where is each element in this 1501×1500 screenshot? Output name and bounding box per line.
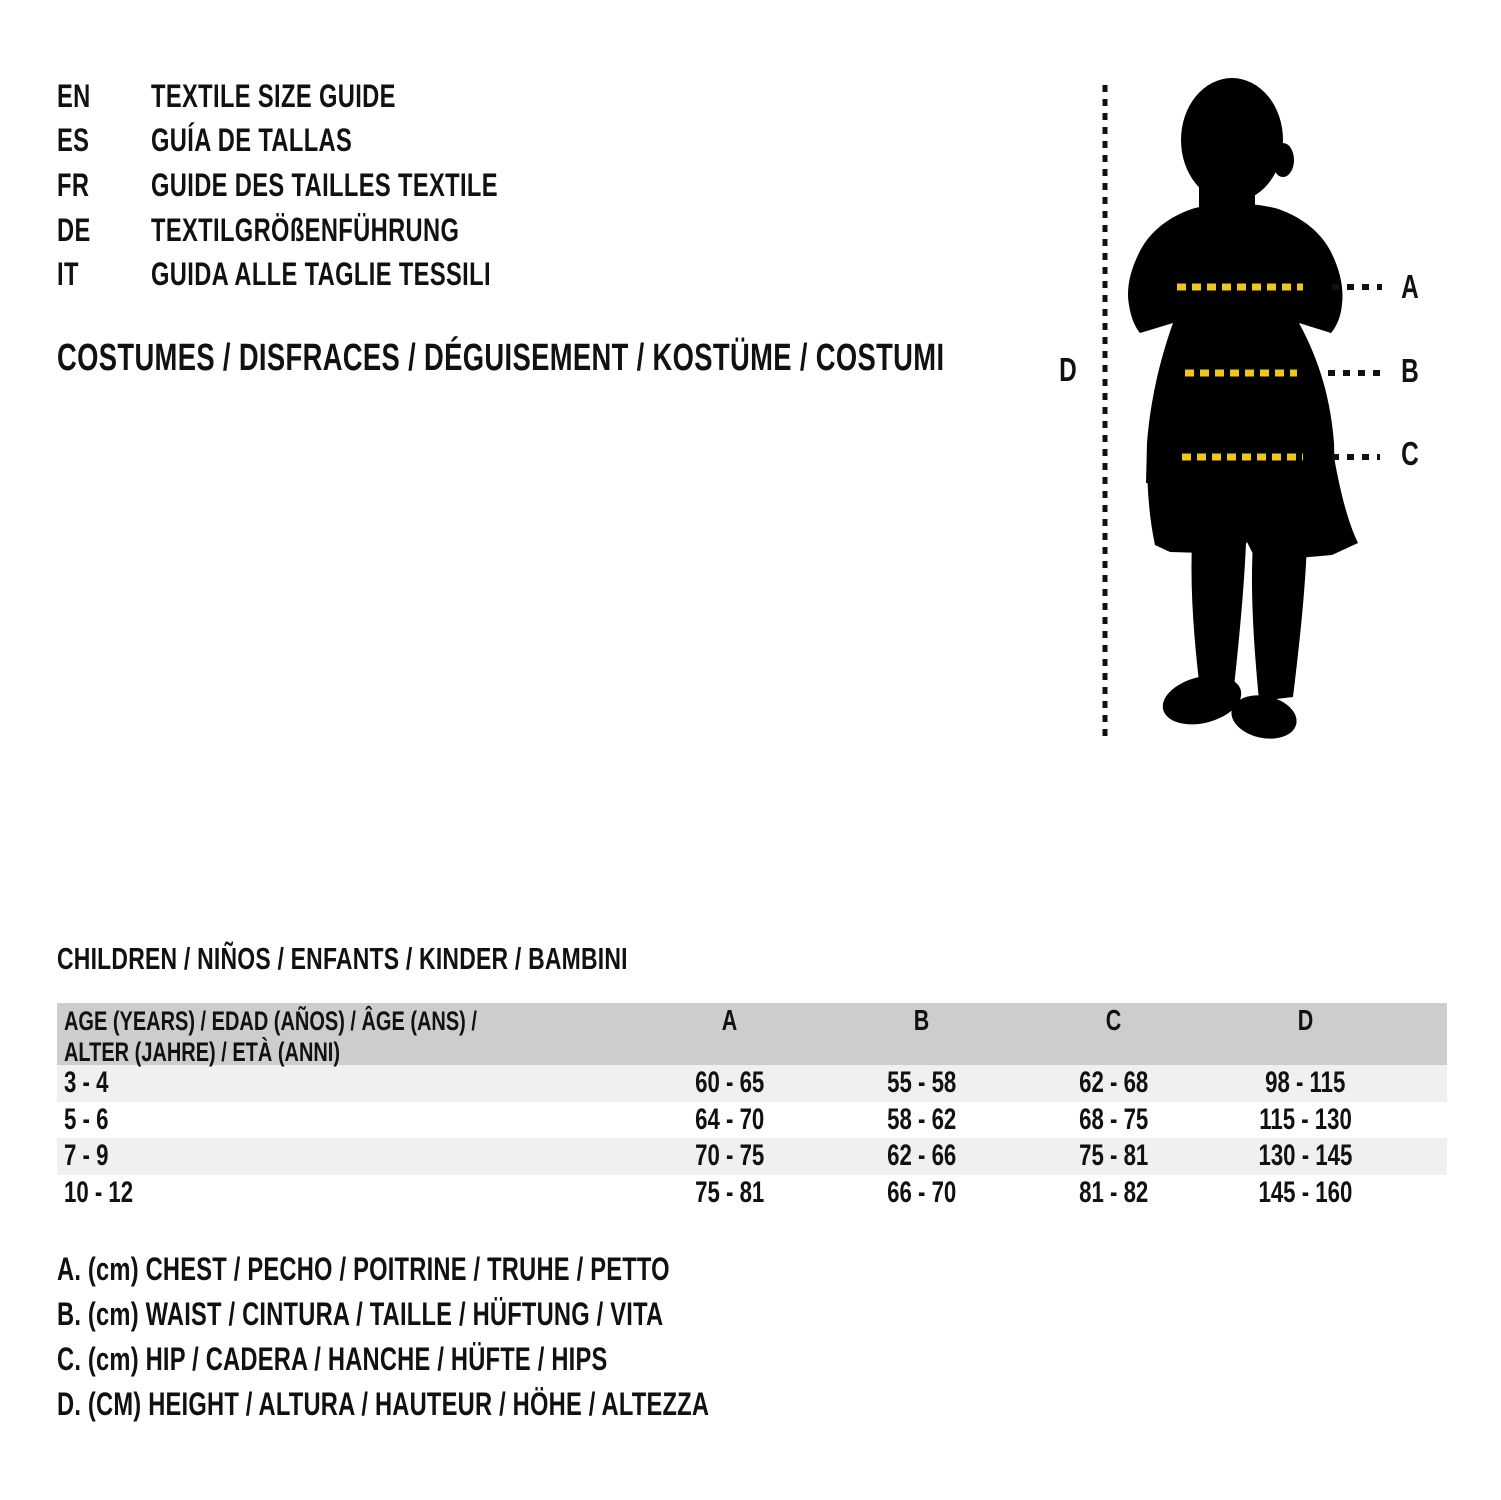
category-title: COSTUMES / DISFRACES / DÉGUISEMENT / KOSTÜME / COSTUMI xyxy=(57,337,945,379)
age-cell: 3 - 4 xyxy=(64,1066,109,1099)
value-cell-c: 75 - 81 xyxy=(1078,1139,1148,1172)
language-label: TEXTILGRÖßENFÜHRUNG xyxy=(151,211,460,248)
age-cell: 10 - 12 xyxy=(64,1175,134,1209)
table-header-row xyxy=(57,1003,1447,1065)
value-cell-d: 98 - 115 xyxy=(1265,1066,1346,1099)
legend-line-height: D. (CM) HEIGHT / ALTURA / HAUTEUR / HÖHE / ALTEZZA xyxy=(57,1386,710,1422)
column-header-a: A xyxy=(721,1005,738,1037)
value-cell-d: 145 - 160 xyxy=(1258,1175,1353,1209)
value-cell-b: 55 - 58 xyxy=(887,1066,957,1099)
age-header-cell: AGE (YEARS) / EDAD (AÑOS) / ÂGE (ANS) / ALTER (JAHRE) / ETÀ (ANNI) xyxy=(64,1006,477,1067)
value-cell-d: 115 - 130 xyxy=(1258,1102,1352,1136)
language-row-fr xyxy=(57,163,620,208)
value-cell-a: 75 - 81 xyxy=(695,1175,765,1209)
language-row-es xyxy=(57,119,620,164)
child-silhouette-figure xyxy=(1050,75,1450,765)
language-code: ES xyxy=(57,122,90,159)
silhouette-right-leg xyxy=(1252,543,1307,701)
silhouette-torso xyxy=(1128,204,1342,484)
language-row-de xyxy=(57,208,620,253)
column-header-b: B xyxy=(913,1005,930,1037)
legend-line-chest: A. (cm) CHEST / PECHO / POITRINE / TRUHE / PETTO xyxy=(57,1251,670,1287)
language-title-list xyxy=(57,74,620,297)
marker-label-hip: C xyxy=(1401,435,1419,472)
value-cell-a: 70 - 75 xyxy=(695,1139,765,1172)
child-silhouette xyxy=(1128,78,1358,744)
column-header-c: C xyxy=(1105,1005,1122,1037)
column-header-d: D xyxy=(1297,1005,1313,1037)
silhouette-shorts xyxy=(1147,457,1358,558)
marker-label-chest: A xyxy=(1401,268,1419,305)
age-cell: 5 - 6 xyxy=(64,1102,109,1136)
value-cell-b: 66 - 70 xyxy=(887,1175,957,1209)
legend-line-hip: C. (cm) HIP / CADERA / HANCHE / HÜFTE / HIPS xyxy=(57,1341,608,1377)
legend-line-waist: B. (cm) WAIST / CINTURA / TAILLE / HÜFTUNG / VITA xyxy=(57,1296,664,1332)
size-table xyxy=(57,1003,1447,1211)
marker-label-height: D xyxy=(1059,351,1077,388)
silhouette-ear xyxy=(1272,143,1294,177)
silhouette-left-leg xyxy=(1191,543,1246,690)
language-code: DE xyxy=(57,211,91,248)
table-row xyxy=(57,1102,1447,1139)
language-label: GUÍA DE TALLAS xyxy=(151,122,353,159)
language-row-it xyxy=(57,252,620,297)
value-cell-c: 81 - 82 xyxy=(1078,1175,1148,1209)
marker-label-waist: B xyxy=(1401,352,1419,389)
value-cell-c: 68 - 75 xyxy=(1078,1102,1148,1136)
table-row xyxy=(57,1138,1447,1175)
language-code: EN xyxy=(57,77,91,114)
table-row xyxy=(57,1065,1447,1102)
language-label: GUIDE DES TAILLES TEXTILE xyxy=(151,166,498,203)
value-cell-a: 60 - 65 xyxy=(695,1066,765,1099)
value-cell-d: 130 - 145 xyxy=(1258,1139,1353,1172)
language-label: TEXTILE SIZE GUIDE xyxy=(151,77,396,114)
language-row-en xyxy=(57,74,620,119)
value-cell-a: 64 - 70 xyxy=(695,1102,765,1136)
value-cell-c: 62 - 68 xyxy=(1078,1066,1148,1099)
language-code: FR xyxy=(57,166,90,203)
table-section-title: CHILDREN / NIÑOS / ENFANTS / KINDER / BAMBINI xyxy=(57,941,628,976)
age-cell: 7 - 9 xyxy=(64,1139,109,1172)
value-cell-b: 58 - 62 xyxy=(887,1102,957,1136)
value-cell-b: 62 - 66 xyxy=(887,1139,957,1172)
measurement-legend xyxy=(57,1247,938,1427)
language-label: GUIDA ALLE TAGLIE TESSILI xyxy=(151,256,491,293)
language-code: IT xyxy=(57,256,79,293)
table-row xyxy=(57,1175,1447,1212)
